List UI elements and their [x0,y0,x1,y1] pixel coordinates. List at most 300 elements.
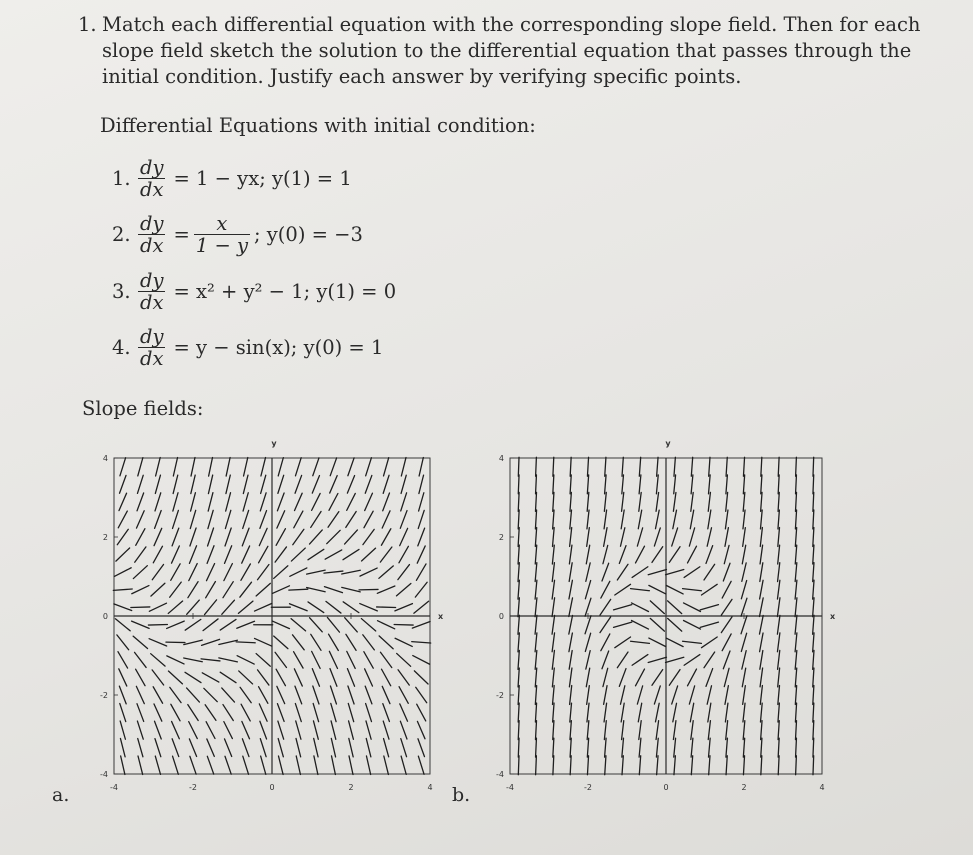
slope-segment [275,547,286,562]
slope-segment [346,634,356,650]
slope-segment [743,721,745,740]
slope-segment [743,686,746,705]
slope-segment [552,686,554,705]
slope-segment [813,703,814,722]
slope-segment [654,686,660,704]
derivative-fraction [138,213,166,256]
slope-segment [242,721,250,738]
slope-segment [587,510,589,529]
slope-segment [223,582,233,598]
plot-label-b: b. [452,784,471,806]
slope-segment [310,530,323,544]
slope-segment [552,528,554,547]
slope-segment [673,492,676,511]
equation-4 [112,323,383,371]
slope-segment [684,603,701,612]
slope-segment [742,668,745,687]
slope-segment [742,545,745,564]
slope-segment [536,756,537,775]
slope-segment [604,703,607,722]
slope-segment [417,721,425,738]
slope-segment [415,582,427,597]
slope-segment [725,686,728,705]
slope-segment [725,510,728,529]
x-tick-label: -2 [584,783,592,792]
slope-segment [535,650,537,669]
slope-segment [155,756,160,774]
slope-segment [619,669,626,687]
slope-segment [569,651,572,670]
slope-segment [706,669,713,687]
slope-segment [743,738,744,757]
slope-segment [365,686,372,704]
slope-segment [362,548,376,561]
slope-segment [135,652,147,667]
slope-segment [243,756,249,774]
slope-segment [759,598,763,617]
slope-segment [296,738,301,756]
slope-segment [535,598,537,617]
slope-segment [585,581,590,599]
slope-segment [136,511,144,528]
slope-segment [569,580,572,599]
slope-segment [343,549,359,559]
slope-segment [639,492,641,511]
slope-segment [294,652,304,668]
slope-segment [114,568,131,577]
slope-segment [377,586,395,593]
slope-segment [276,669,285,686]
slope-segment [536,457,537,476]
slope-segment [365,475,372,493]
slope-segment [795,668,797,687]
slope-segment [666,638,683,647]
slope-segment [137,475,143,493]
slope-segment [207,739,214,756]
slope-segment [272,621,289,629]
slope-segment [418,510,424,528]
slope-segment [296,756,300,775]
slope-segment [153,546,162,563]
slope-segment [312,651,320,668]
slope-segment [307,588,326,592]
x-tick-label: 4 [819,783,825,792]
slope-segment [242,739,249,757]
slope-segment [401,475,406,493]
slope-segment [639,738,641,757]
slope-segment [363,635,375,650]
slope-segment [700,605,718,610]
slope-segment [518,598,519,617]
slope-segment [708,703,711,722]
x-tick-label: 2 [741,783,747,792]
slope-segment [777,615,780,634]
slope-segment [683,641,702,643]
slope-segment [655,510,659,529]
slope-segment [349,721,354,739]
slope-segment [277,511,285,528]
slope-segment [600,617,611,633]
slope-segment [383,704,390,722]
slope-segment [222,600,235,614]
slope-segment [156,458,161,476]
slope-segment [294,669,302,686]
slope-segment [587,721,589,740]
slope-segment [691,492,693,511]
slope-segment [690,703,693,722]
slope-segment [379,636,393,649]
slope-segment [360,568,377,576]
slope-segment [587,457,588,476]
slope-segment [151,654,165,666]
slope-segment [243,493,248,511]
y-tick-label: 4 [102,454,108,463]
slope-segment [170,582,182,597]
slope-segment [347,493,356,510]
slope-segment [637,528,642,546]
y-axis-label: y [271,439,277,448]
slope-segment [138,739,143,757]
slope-segment [138,458,143,476]
slope-segment [418,528,425,546]
slope-segment [383,493,390,511]
slope-segment [401,458,406,476]
slope-segment [617,652,628,668]
slope-segment [419,458,423,477]
slope-segment [743,475,744,494]
slope-segment [638,703,641,722]
slope-segment [604,492,606,511]
slope-segment [760,528,762,547]
slope-segment [173,458,177,477]
slope-segment [313,458,319,476]
slope-segment [759,615,763,634]
slope-segment [278,458,283,476]
slope-segment [136,669,145,685]
slope-segment [761,492,762,511]
slope-segment [586,545,589,564]
slope-segment [726,721,728,740]
slope-segment [639,756,640,775]
slope-segment [706,546,713,564]
slope-segment [518,686,519,705]
slope-segment [419,493,424,511]
slope-segment [399,546,408,562]
slope-segment [569,598,573,617]
slope-segment [586,651,590,669]
slope-segment [535,563,537,582]
slope-segment [208,475,212,494]
slope-segment [796,756,797,775]
slope-segment [813,598,814,617]
slope-segment [331,703,336,721]
problem-number: 1. [78,13,97,36]
slope-segment [295,493,303,510]
slope-segment [170,687,181,702]
slope-segment [417,546,425,563]
slope-segment [220,672,236,682]
slope-segment [135,547,146,562]
x-tick-label: 2 [348,783,354,792]
slope-segment [314,738,318,756]
slope-segment [114,604,132,611]
slope-segment [313,703,318,721]
slope-segment [190,756,196,774]
slope-segment [241,564,251,580]
derivative-fraction [138,326,166,369]
slope-segment [655,703,659,722]
slope-segment [553,703,554,722]
slope-segment [189,722,198,739]
slope-segment [570,721,571,740]
slope-segment [137,704,144,722]
slope-segment [760,686,762,705]
slope-segment [201,659,220,661]
slope-segment [518,475,519,494]
equation-rhs-tail: ; y(0) = −3 [254,222,363,246]
slope-segment [184,658,203,662]
slope-segment [349,756,353,775]
slope-segment [256,654,270,667]
slope-segment [120,721,125,739]
slope-segment [153,687,162,703]
slope-segment [795,510,796,529]
slope-segment [760,563,763,582]
slope-segment [384,458,389,476]
slope-segment [743,492,745,511]
slope-segment [813,510,814,529]
slope-segment [587,528,590,547]
slope-segment [239,671,253,684]
slope-segment [570,686,572,705]
slope-segment [707,528,711,546]
slope-segment [672,528,678,546]
slope-segment [219,640,238,644]
slope-segment [413,656,430,665]
slope-segment [638,510,641,529]
slope-segment [761,756,762,775]
slope-segment [674,756,675,775]
slope-segment [378,621,395,629]
slope-segment [668,618,682,631]
slope-segment [813,457,814,476]
slope-segment [604,528,607,547]
slope-segment [602,651,609,669]
slope-segment [327,617,339,632]
slope-segment [631,641,650,643]
slope-segment [154,704,162,721]
slope-segment [743,510,745,529]
slope-segment [226,493,231,511]
slope-segment [600,599,611,615]
slope-segment [536,475,537,494]
slope-segment [617,564,628,580]
slope-segment [225,739,232,757]
slope-segment [674,457,675,476]
slope-segment [312,669,319,687]
slope-segment [632,567,648,578]
slope-segment [569,563,572,582]
slope-segment [137,721,143,739]
slope-segment [346,511,356,527]
slope-segment [721,599,732,615]
slope-segment [648,657,666,662]
slope-segment [120,458,126,476]
slope-segment [274,566,288,579]
slope-segment [311,634,321,650]
slope-segment [622,492,624,511]
slope-segment [813,563,814,582]
slope-field-plot-b [478,432,848,802]
slope-segment [639,721,641,740]
slope-segment [518,492,519,511]
slope-segment [813,650,814,669]
slope-segment [684,655,700,666]
slope-segment [155,475,160,493]
slope-segment [276,529,285,546]
fraction-denominator: dx [140,346,164,370]
slope-segment [208,510,213,528]
equations-heading: Differential Equations with initial condition: [100,114,536,137]
slope-segment [116,548,130,561]
slope-segment [207,546,214,564]
slope-segment [291,548,305,561]
slope-segment [553,457,554,476]
slope-segment [191,493,196,511]
slope-segment [636,669,645,686]
slope-segment [669,547,680,563]
slope-segment [377,607,396,608]
slope-segment [674,475,676,494]
slope-segment [569,545,572,564]
slope-segment [620,686,624,704]
slope-segment [813,492,814,511]
derivative-fraction [138,270,166,313]
slope-segment [416,564,426,580]
slope-segment [570,528,572,547]
slope-segment [552,615,555,634]
slope-segment [553,756,554,775]
slope-segment [604,721,606,740]
slope-segment [155,511,162,529]
slope-segment [701,584,717,595]
slope-segment [207,756,213,774]
slope-segment [293,529,304,544]
slope-segment [587,475,588,494]
slope-segment [674,738,676,757]
slope-segment [688,546,697,563]
slope-segment [136,529,145,546]
slope-segment [650,618,664,631]
slope-segment [614,605,632,610]
slope-segment [761,475,762,494]
slope-segment [587,492,589,511]
slope-segment [652,547,663,563]
slope-segment [399,687,408,704]
slope-segment [225,528,231,546]
slope-segment [795,615,797,634]
slope-segment [586,668,589,687]
slope-segment [237,656,254,664]
slope-segment [208,528,214,546]
slope-segment [813,580,814,599]
slope-segment [172,721,180,738]
slope-segment [414,671,428,684]
slope-segment [366,721,371,739]
slope-segment [553,492,554,511]
slope-segment [241,704,250,721]
slope-segment [224,722,233,739]
slope-segment [168,601,182,613]
slope-segment [225,756,231,774]
slope-segment [743,756,744,775]
slope-segment [168,671,182,684]
slope-segment [605,457,606,476]
slope-segment [117,529,128,544]
slope-segment [190,510,195,528]
slope-segment [673,703,677,722]
slope-segment [601,581,610,598]
slope-segment [778,668,780,687]
slope-segment [173,475,178,493]
slope-segment [167,621,185,628]
slope-segment [587,703,589,722]
slope-segment [379,566,393,578]
slope-segment [137,493,144,511]
slope-segment [723,651,730,669]
equation-rhs: = x² + y² − 1; y(1) = 0 [173,279,397,303]
slope-segment [622,475,624,494]
slope-segment [691,756,692,775]
slope-segment [167,656,184,664]
slope-segment [149,603,166,611]
slope-segment [310,618,323,632]
slope-segment [418,756,424,774]
slope-segment [518,563,519,582]
slope-segment [364,652,373,669]
slope-segment [724,668,729,686]
slope-segment [324,587,342,593]
y-tick-label: 0 [498,612,504,621]
slope-segment [395,604,413,611]
slope-segment [707,686,711,704]
slope-segment [349,738,353,756]
slope-segment [330,686,336,704]
slope-segment [603,668,608,686]
slope-segment [622,756,623,775]
slope-segment [741,633,746,651]
slope-segment [813,545,814,564]
slope-segment [691,721,693,740]
slope-segment [206,722,215,739]
x-tick-label: 4 [427,783,433,792]
slope-segment [324,571,343,573]
slope-segment [552,563,554,582]
slope-segment [708,492,710,511]
slope-segment [688,669,697,686]
slope-segment [342,570,361,574]
slope-segment [365,493,373,510]
slope-segment [778,510,779,529]
slope-segment [347,669,354,687]
slope-segment [778,545,780,564]
slope-segment [155,739,161,757]
slope-segment [277,686,285,703]
slope-segment [777,633,779,652]
slope-segment [400,511,407,529]
slope-segment [795,563,797,582]
slope-segment [259,528,267,545]
